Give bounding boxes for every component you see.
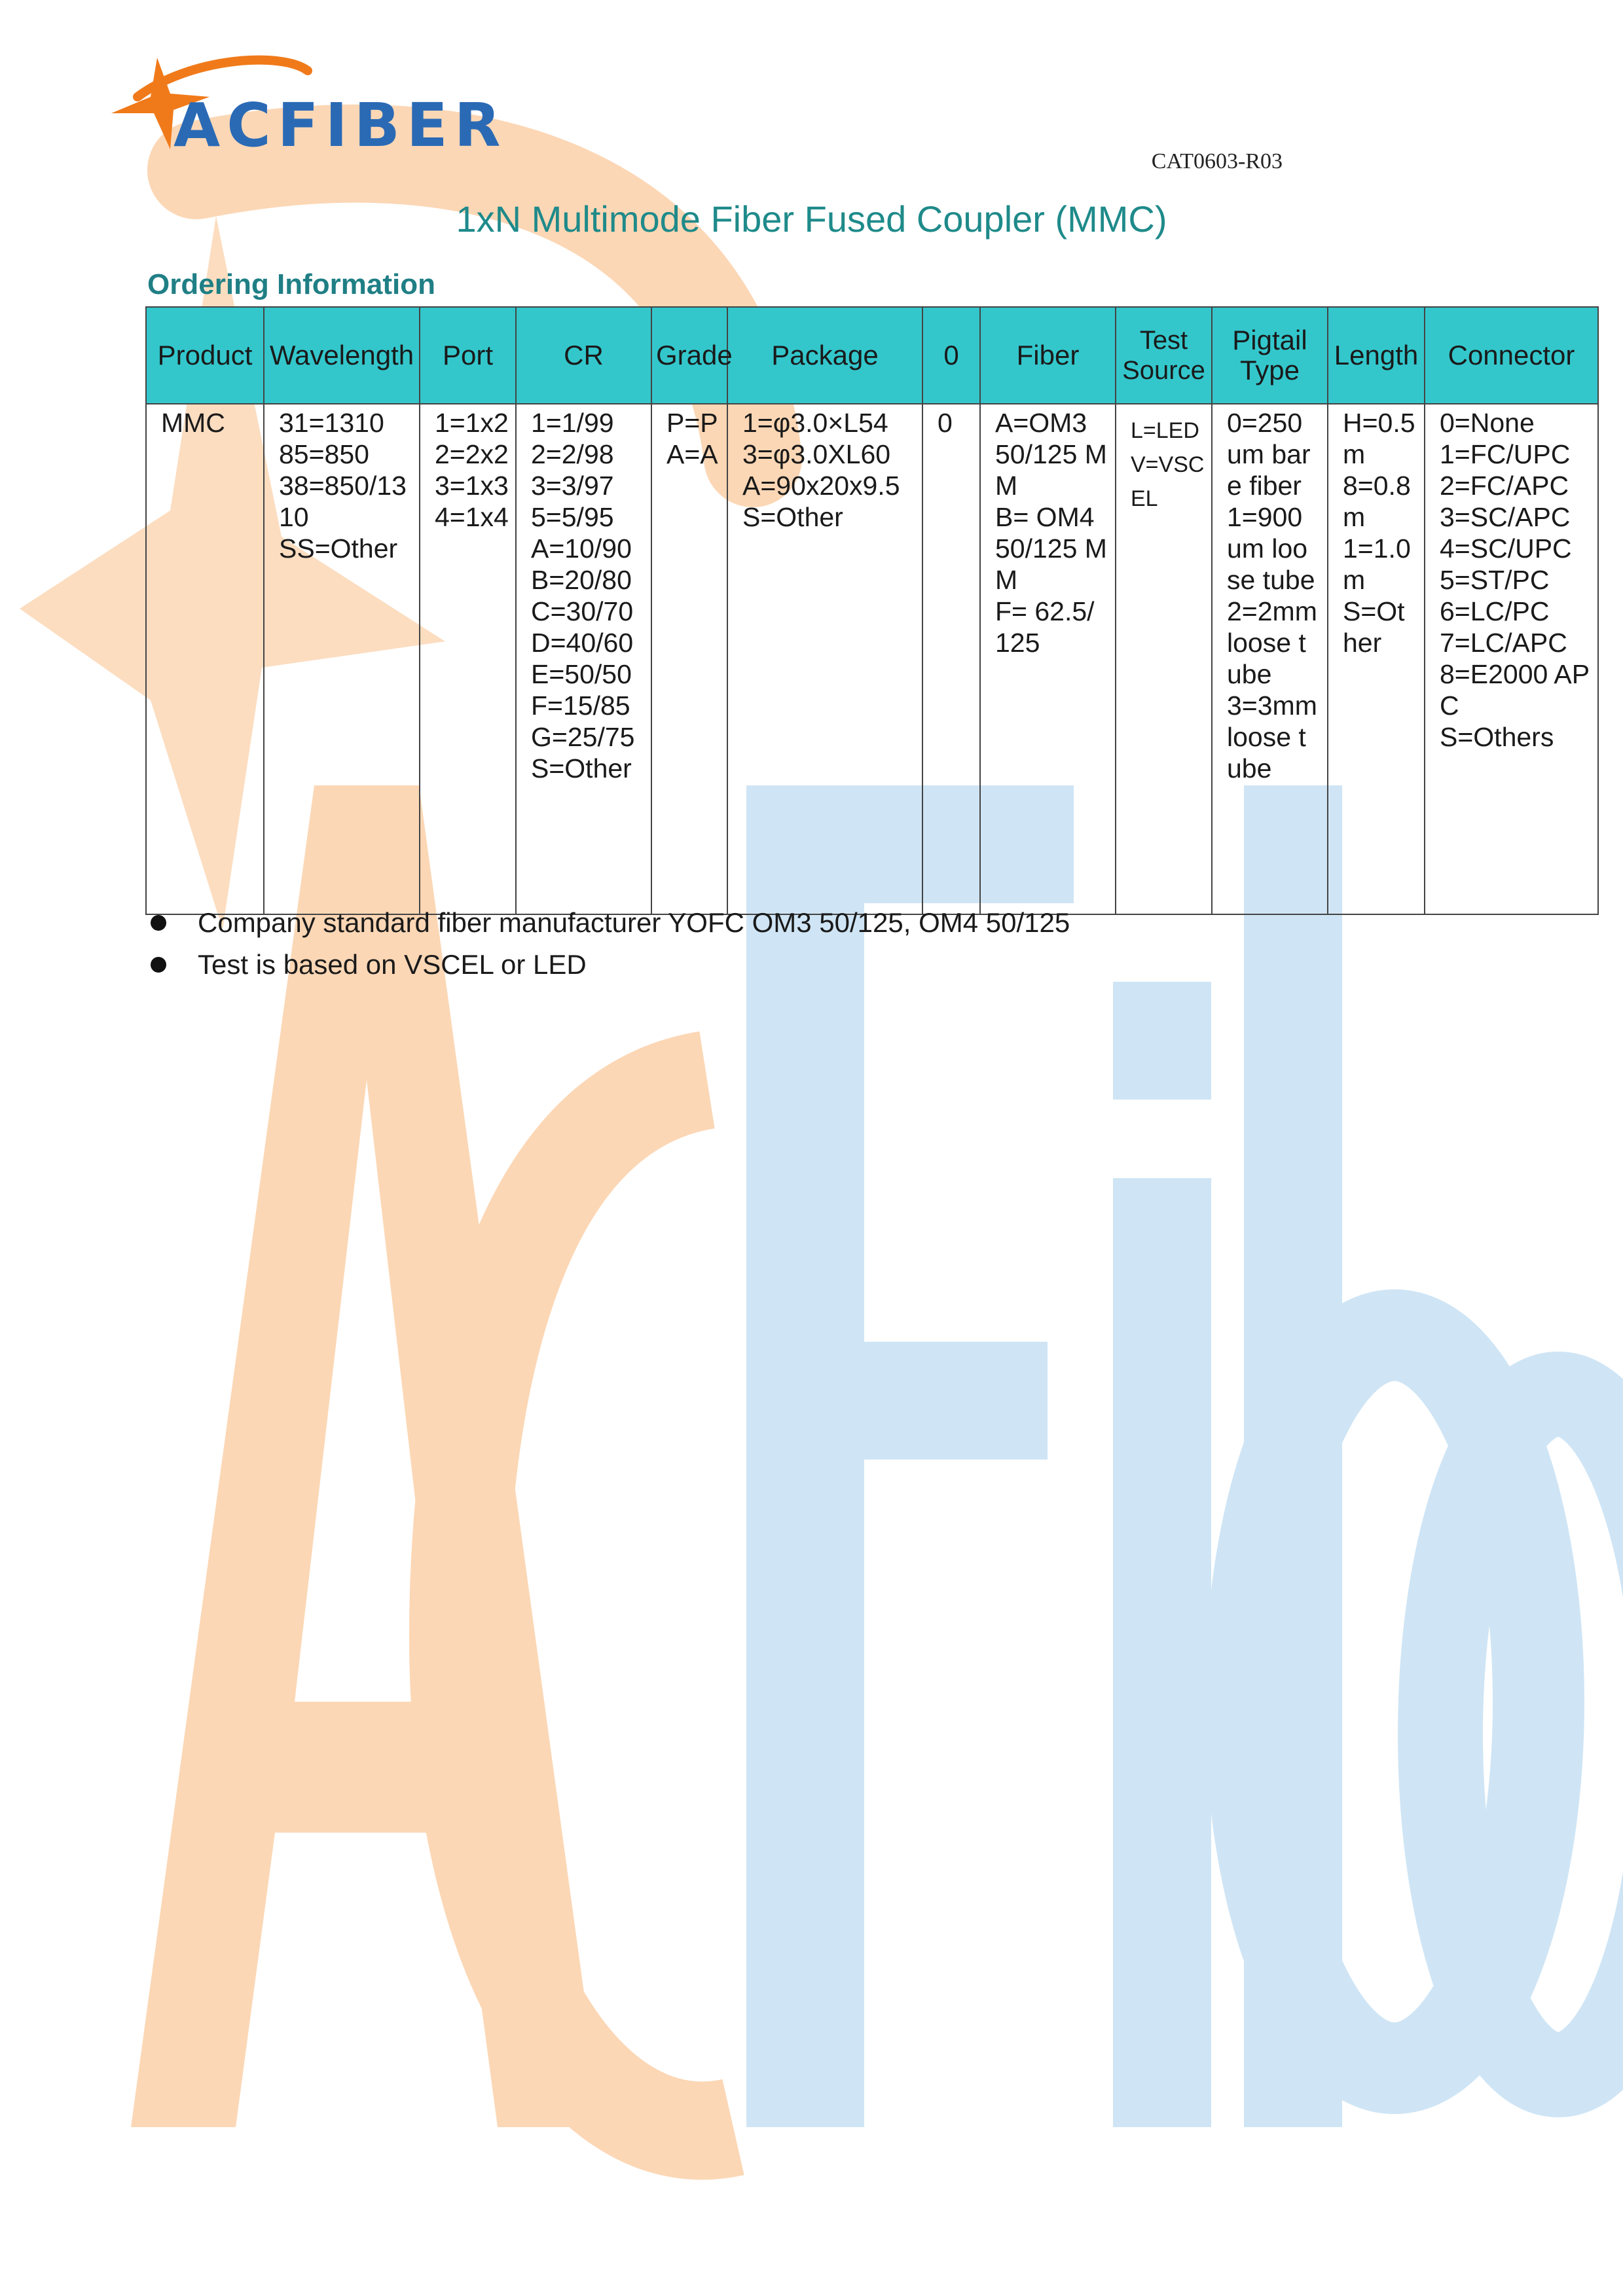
column-header-length: Length [1328, 307, 1425, 404]
logo-text: ACFIBER [173, 90, 507, 160]
section-title: Ordering Information [147, 268, 435, 300]
note-text: Test is based on VSCEL or LED [198, 949, 587, 980]
cell-pigtail-type: 0=250 um bare fiber 1=900 um loose tube 2=2mm loose tube 3=3mm loose tube [1212, 404, 1328, 914]
watermark-letter-c [458, 1080, 733, 2130]
column-header-connector: Connector [1425, 307, 1598, 404]
column-header-grade: Grade [651, 307, 727, 404]
cell-product: MMC [146, 404, 264, 914]
column-header-fiber: Fiber [980, 307, 1116, 404]
watermark-letter-f [746, 785, 1074, 2127]
column-header-zero: 0 [922, 307, 980, 404]
cell-connector: 0=None 1=FC/UPC 2=FC/APC 3=SC/APC 4=SC/UPC 5=ST/PC 6=LC/PC 7=LC/APC 8=E2000 APC S=Others [1425, 404, 1598, 914]
column-header-package: Package [727, 307, 922, 404]
page-title: 1xN Multimode Fiber Fused Coupler (MMC) [456, 198, 1167, 240]
ordering-table [145, 306, 1599, 915]
cell-cr: 1=1/99 2=2/98 3=3/97 5=5/95 A=10/90 B=20/80 C=30/70 D=40/60 E=50/50 F=15/85 G=25/75 S=Other [516, 404, 651, 914]
table-header-row [146, 307, 1598, 404]
acfiber-logo [111, 51, 507, 160]
bullet-icon [151, 957, 166, 973]
column-header-port: Port [420, 307, 516, 404]
column-header-wavelength: Wavelength [264, 307, 420, 404]
watermark-letter-i [1113, 1178, 1211, 2127]
list-item [151, 944, 1070, 986]
notes-list [151, 902, 1070, 986]
cell-length: H=0.5m 8=0.8m 1=1.0m S=Other [1328, 404, 1425, 914]
bullet-icon [151, 915, 166, 931]
cell-grade: P=P A=A [651, 404, 727, 914]
table-row [146, 404, 1598, 914]
cell-package: 1=φ3.0×L54 3=φ3.0XL60 A=90x20x9.5 S=Other [727, 404, 922, 914]
cell-fiber: A=OM3 50/125 MM B= OM4 50/125 MM F= 62.5/125 [980, 404, 1116, 914]
cell-wavelength: 31=1310 85=850 38=850/1310 SS=Other [264, 404, 420, 914]
cell-test-source: L=LED V=VSCEL [1116, 404, 1212, 914]
column-header-test-source: Test Source [1116, 307, 1212, 404]
note-text: Company standard fiber manufacturer YOFC OM3 50/125, OM4 50/125 [198, 907, 1070, 938]
document-id: CAT0603-R03 [1151, 149, 1283, 173]
column-header-pigtail-type: Pigtail Type [1212, 307, 1328, 404]
column-header-product: Product [146, 307, 264, 404]
cell-zero: 0 [922, 404, 980, 914]
list-item [151, 902, 1070, 944]
cell-port: 1=1x2 2=2x2 3=1x3 4=1x4 [420, 404, 516, 914]
column-header-cr: CR [516, 307, 651, 404]
